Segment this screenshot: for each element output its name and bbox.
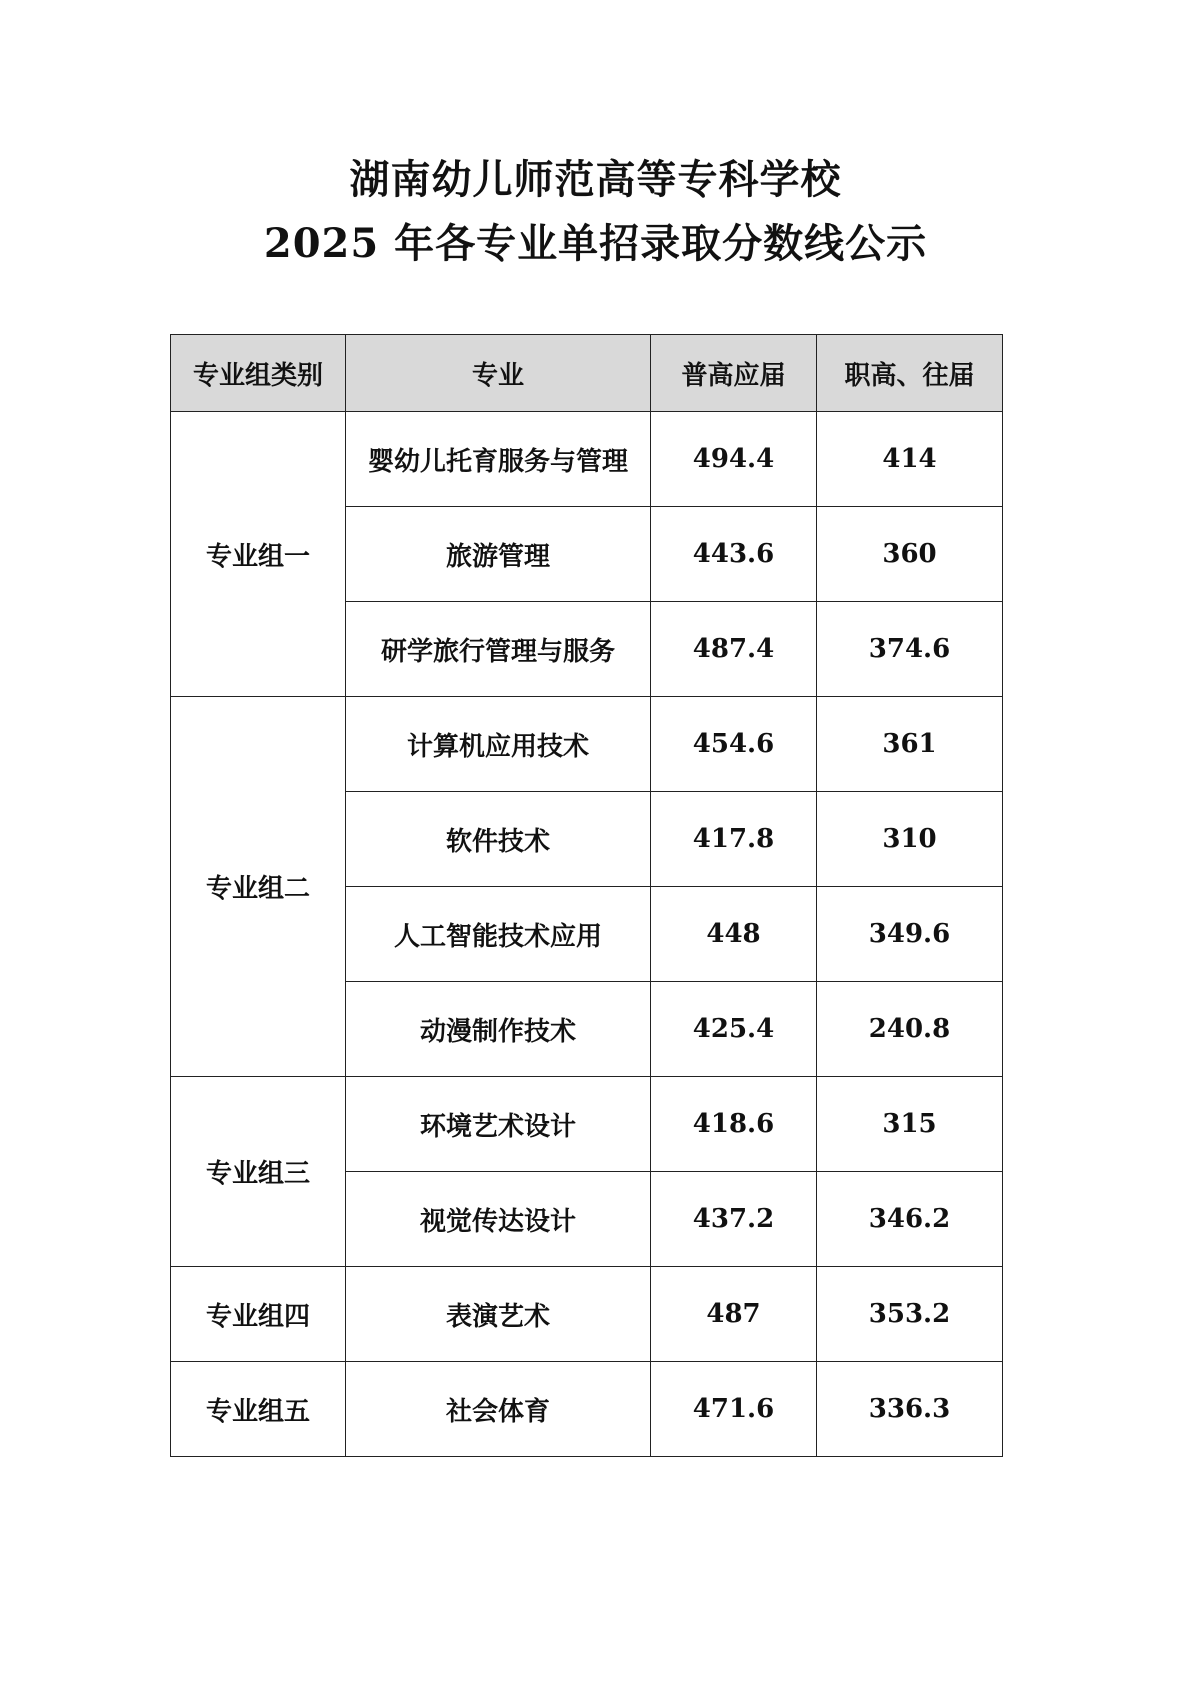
general-score-cell: 443.6	[651, 507, 817, 602]
general-score-cell: 494.4	[651, 412, 817, 507]
document-title	[0, 148, 1191, 276]
general-score-cell: 487.4	[651, 602, 817, 697]
table-body	[171, 412, 1003, 1457]
admission-score-table	[170, 334, 1003, 1457]
vocational-score-cell: 336.3	[817, 1362, 1003, 1457]
vocational-score-cell: 353.2	[817, 1267, 1003, 1362]
vocational-score-cell: 361	[817, 697, 1003, 792]
vocational-score-cell: 346.2	[817, 1172, 1003, 1267]
vocational-score-cell: 240.8	[817, 982, 1003, 1077]
title-school-name: 湖南幼儿师范高等专科学校	[349, 156, 842, 203]
vocational-score-cell: 310	[817, 792, 1003, 887]
table-row	[171, 1077, 1003, 1172]
vocational-score-cell: 360	[817, 507, 1003, 602]
major-cell: 软件技术	[346, 792, 651, 887]
general-score-cell: 448	[651, 887, 817, 982]
major-cell: 旅游管理	[346, 507, 651, 602]
table-row	[171, 1267, 1003, 1362]
vocational-score-cell: 349.6	[817, 887, 1003, 982]
general-score-cell: 417.8	[651, 792, 817, 887]
general-score-cell: 425.4	[651, 982, 817, 1077]
general-score-cell: 418.6	[651, 1077, 817, 1172]
major-cell: 表演艺术	[346, 1267, 651, 1362]
major-cell: 人工智能技术应用	[346, 887, 651, 982]
group-name-cell: 专业组五	[171, 1362, 346, 1457]
general-score-cell: 471.6	[651, 1362, 817, 1457]
major-cell: 婴幼儿托育服务与管理	[346, 412, 651, 507]
major-cell: 环境艺术设计	[346, 1077, 651, 1172]
title-notice-heading: 2025 年各专业单招录取分数线公示	[263, 220, 928, 267]
group-name-cell: 专业组四	[171, 1267, 346, 1362]
table-row	[171, 697, 1003, 792]
header-group-category: 专业组类别	[171, 335, 346, 412]
vocational-score-cell: 374.6	[817, 602, 1003, 697]
table-row	[171, 412, 1003, 507]
header-vocational-previous: 职高、往届	[817, 335, 1003, 412]
general-score-cell: 487	[651, 1267, 817, 1362]
major-cell: 计算机应用技术	[346, 697, 651, 792]
vocational-score-cell: 315	[817, 1077, 1003, 1172]
major-cell: 动漫制作技术	[346, 982, 651, 1077]
major-cell: 研学旅行管理与服务	[346, 602, 651, 697]
header-major: 专业	[346, 335, 651, 412]
group-name-cell: 专业组三	[171, 1077, 346, 1267]
group-name-cell: 专业组一	[171, 412, 346, 697]
major-cell: 视觉传达设计	[346, 1172, 651, 1267]
group-name-cell: 专业组二	[171, 697, 346, 1077]
major-cell: 社会体育	[346, 1362, 651, 1457]
general-score-cell: 454.6	[651, 697, 817, 792]
table-header-row	[171, 335, 1003, 412]
header-general-high-school: 普高应届	[651, 335, 817, 412]
general-score-cell: 437.2	[651, 1172, 817, 1267]
table-row	[171, 1362, 1003, 1457]
vocational-score-cell: 414	[817, 412, 1003, 507]
